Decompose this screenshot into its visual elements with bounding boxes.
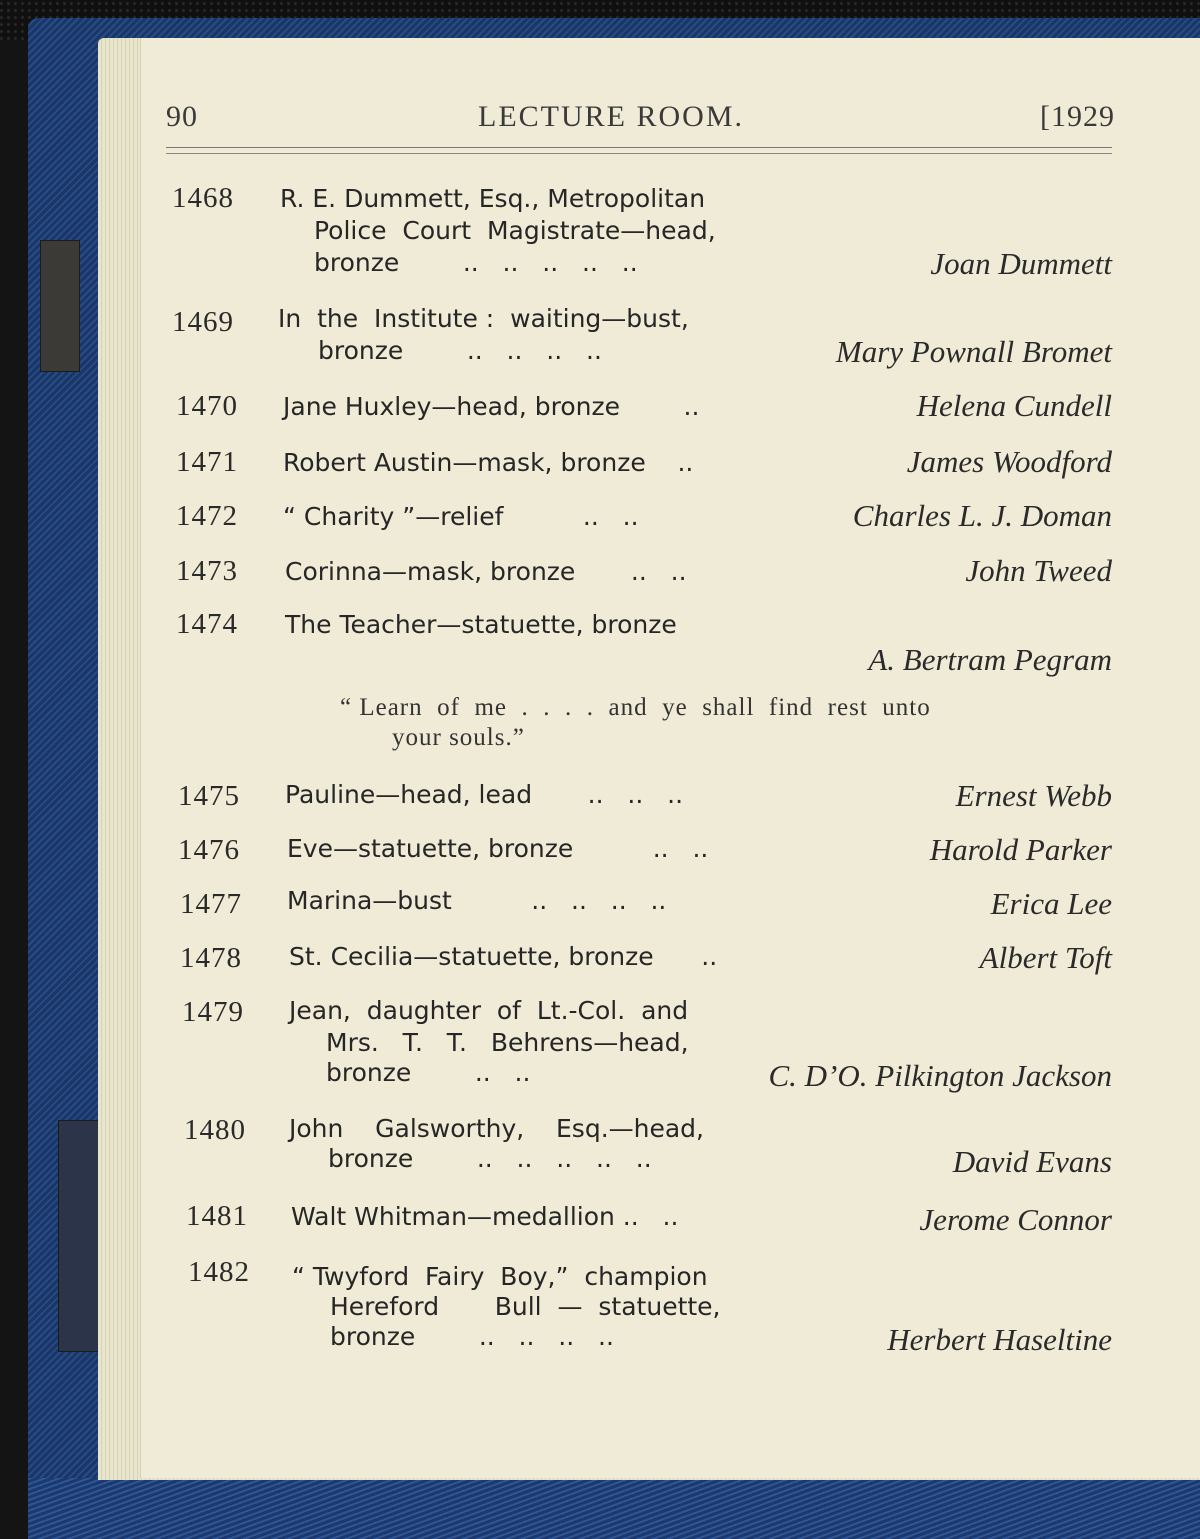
quotation: your souls.” <box>392 724 525 751</box>
quotation: “ Learn of me . . . . and ye shall find rest unto <box>340 694 931 721</box>
entry-number: 1480 <box>184 1114 246 1146</box>
entry-title: The Teacher—statuette, bronze <box>285 610 677 639</box>
entry-title: bronze .. .. <box>326 1058 531 1087</box>
entry-number: 1482 <box>188 1256 250 1288</box>
entry-number: 1469 <box>172 306 234 338</box>
entry-number: 1473 <box>176 555 238 587</box>
header-rule <box>166 147 1112 148</box>
entry-artist: Albert Toft <box>979 940 1112 975</box>
entry-title: “ Charity ”—relief .. .. <box>283 502 639 531</box>
book-cover-bottom <box>28 1478 1200 1539</box>
entry-number: 1476 <box>178 834 240 866</box>
year-marker: [1929 <box>1040 100 1115 133</box>
entry-number: 1481 <box>186 1200 248 1232</box>
entry-artist: Joan Dummett <box>930 246 1112 281</box>
entry-title: Corinna—mask, bronze .. .. <box>285 557 687 586</box>
entry-artist: A. Bertram Pegram <box>868 642 1112 677</box>
header-rule <box>166 153 1112 154</box>
entry-title: bronze .. .. .. .. <box>330 1322 614 1351</box>
entry-number: 1470 <box>176 390 238 422</box>
entry-title: Mrs. T. T. Behrens—head, <box>326 1028 689 1057</box>
entry-artist: David Evans <box>952 1144 1112 1179</box>
entry-title: John Galsworthy, Esq.—head, <box>289 1114 705 1143</box>
entry-number: 1478 <box>180 942 242 974</box>
entry-number: 1472 <box>176 500 238 532</box>
entry-number: 1475 <box>178 780 240 812</box>
entry-title: St. Cecilia—statuette, bronze .. <box>289 942 718 971</box>
entry-number: 1474 <box>176 608 238 640</box>
entry-number: 1477 <box>180 888 242 920</box>
entry-artist: John Tweed <box>965 553 1112 588</box>
entry-title: In the Institute : waiting—bust, <box>278 304 689 333</box>
binding-hinge <box>58 1120 100 1352</box>
entry-title: Jean, daughter of Lt.-Col. and <box>289 996 689 1025</box>
entry-title: Pauline—head, lead .. .. .. <box>285 780 684 809</box>
entry-artist: Jerome Connor <box>919 1202 1112 1237</box>
page-number: 90 <box>166 100 198 133</box>
entry-number: 1471 <box>176 446 238 478</box>
entry-title: Jane Huxley—head, bronze .. <box>283 392 700 421</box>
entry-artist: Herbert Haseltine <box>887 1322 1112 1357</box>
entry-number: 1479 <box>182 996 244 1028</box>
entry-title: Robert Austin—mask, bronze .. <box>283 448 694 477</box>
entry-title: Marina—bust .. .. .. .. <box>287 886 667 915</box>
entry-title: Walt Whitman—medallion .. .. <box>291 1202 679 1231</box>
entry-artist: Harold Parker <box>929 832 1112 867</box>
entry-artist: Charles L. J. Doman <box>852 498 1112 533</box>
entry-title: bronze .. .. .. .. <box>318 336 602 365</box>
entry-artist: James Woodford <box>906 444 1112 479</box>
entry-title: bronze .. .. .. .. .. <box>314 248 638 277</box>
entry-artist: Helena Cundell <box>916 388 1112 423</box>
entry-number: 1468 <box>172 182 234 214</box>
entry-title: Hereford Bull — statuette, <box>330 1292 721 1321</box>
entry-artist: C. D’O. Pilkington Jackson <box>768 1058 1112 1093</box>
entry-title: R. E. Dummett, Esq., Metropolitan <box>280 184 706 213</box>
entry-artist: Ernest Webb <box>955 778 1112 813</box>
page-title: LECTURE ROOM. <box>478 100 744 133</box>
entry-title: Eve—statuette, bronze .. .. <box>287 834 709 863</box>
entry-title: Police Court Magistrate—head, <box>314 216 716 245</box>
entry-title: bronze .. .. .. .. .. <box>328 1144 652 1173</box>
entry-title: “ Twyford Fairy Boy,” champion <box>292 1262 708 1291</box>
entry-artist: Erica Lee <box>990 886 1112 921</box>
entry-artist: Mary Pownall Bromet <box>835 334 1112 369</box>
binding-hinge <box>40 240 80 372</box>
